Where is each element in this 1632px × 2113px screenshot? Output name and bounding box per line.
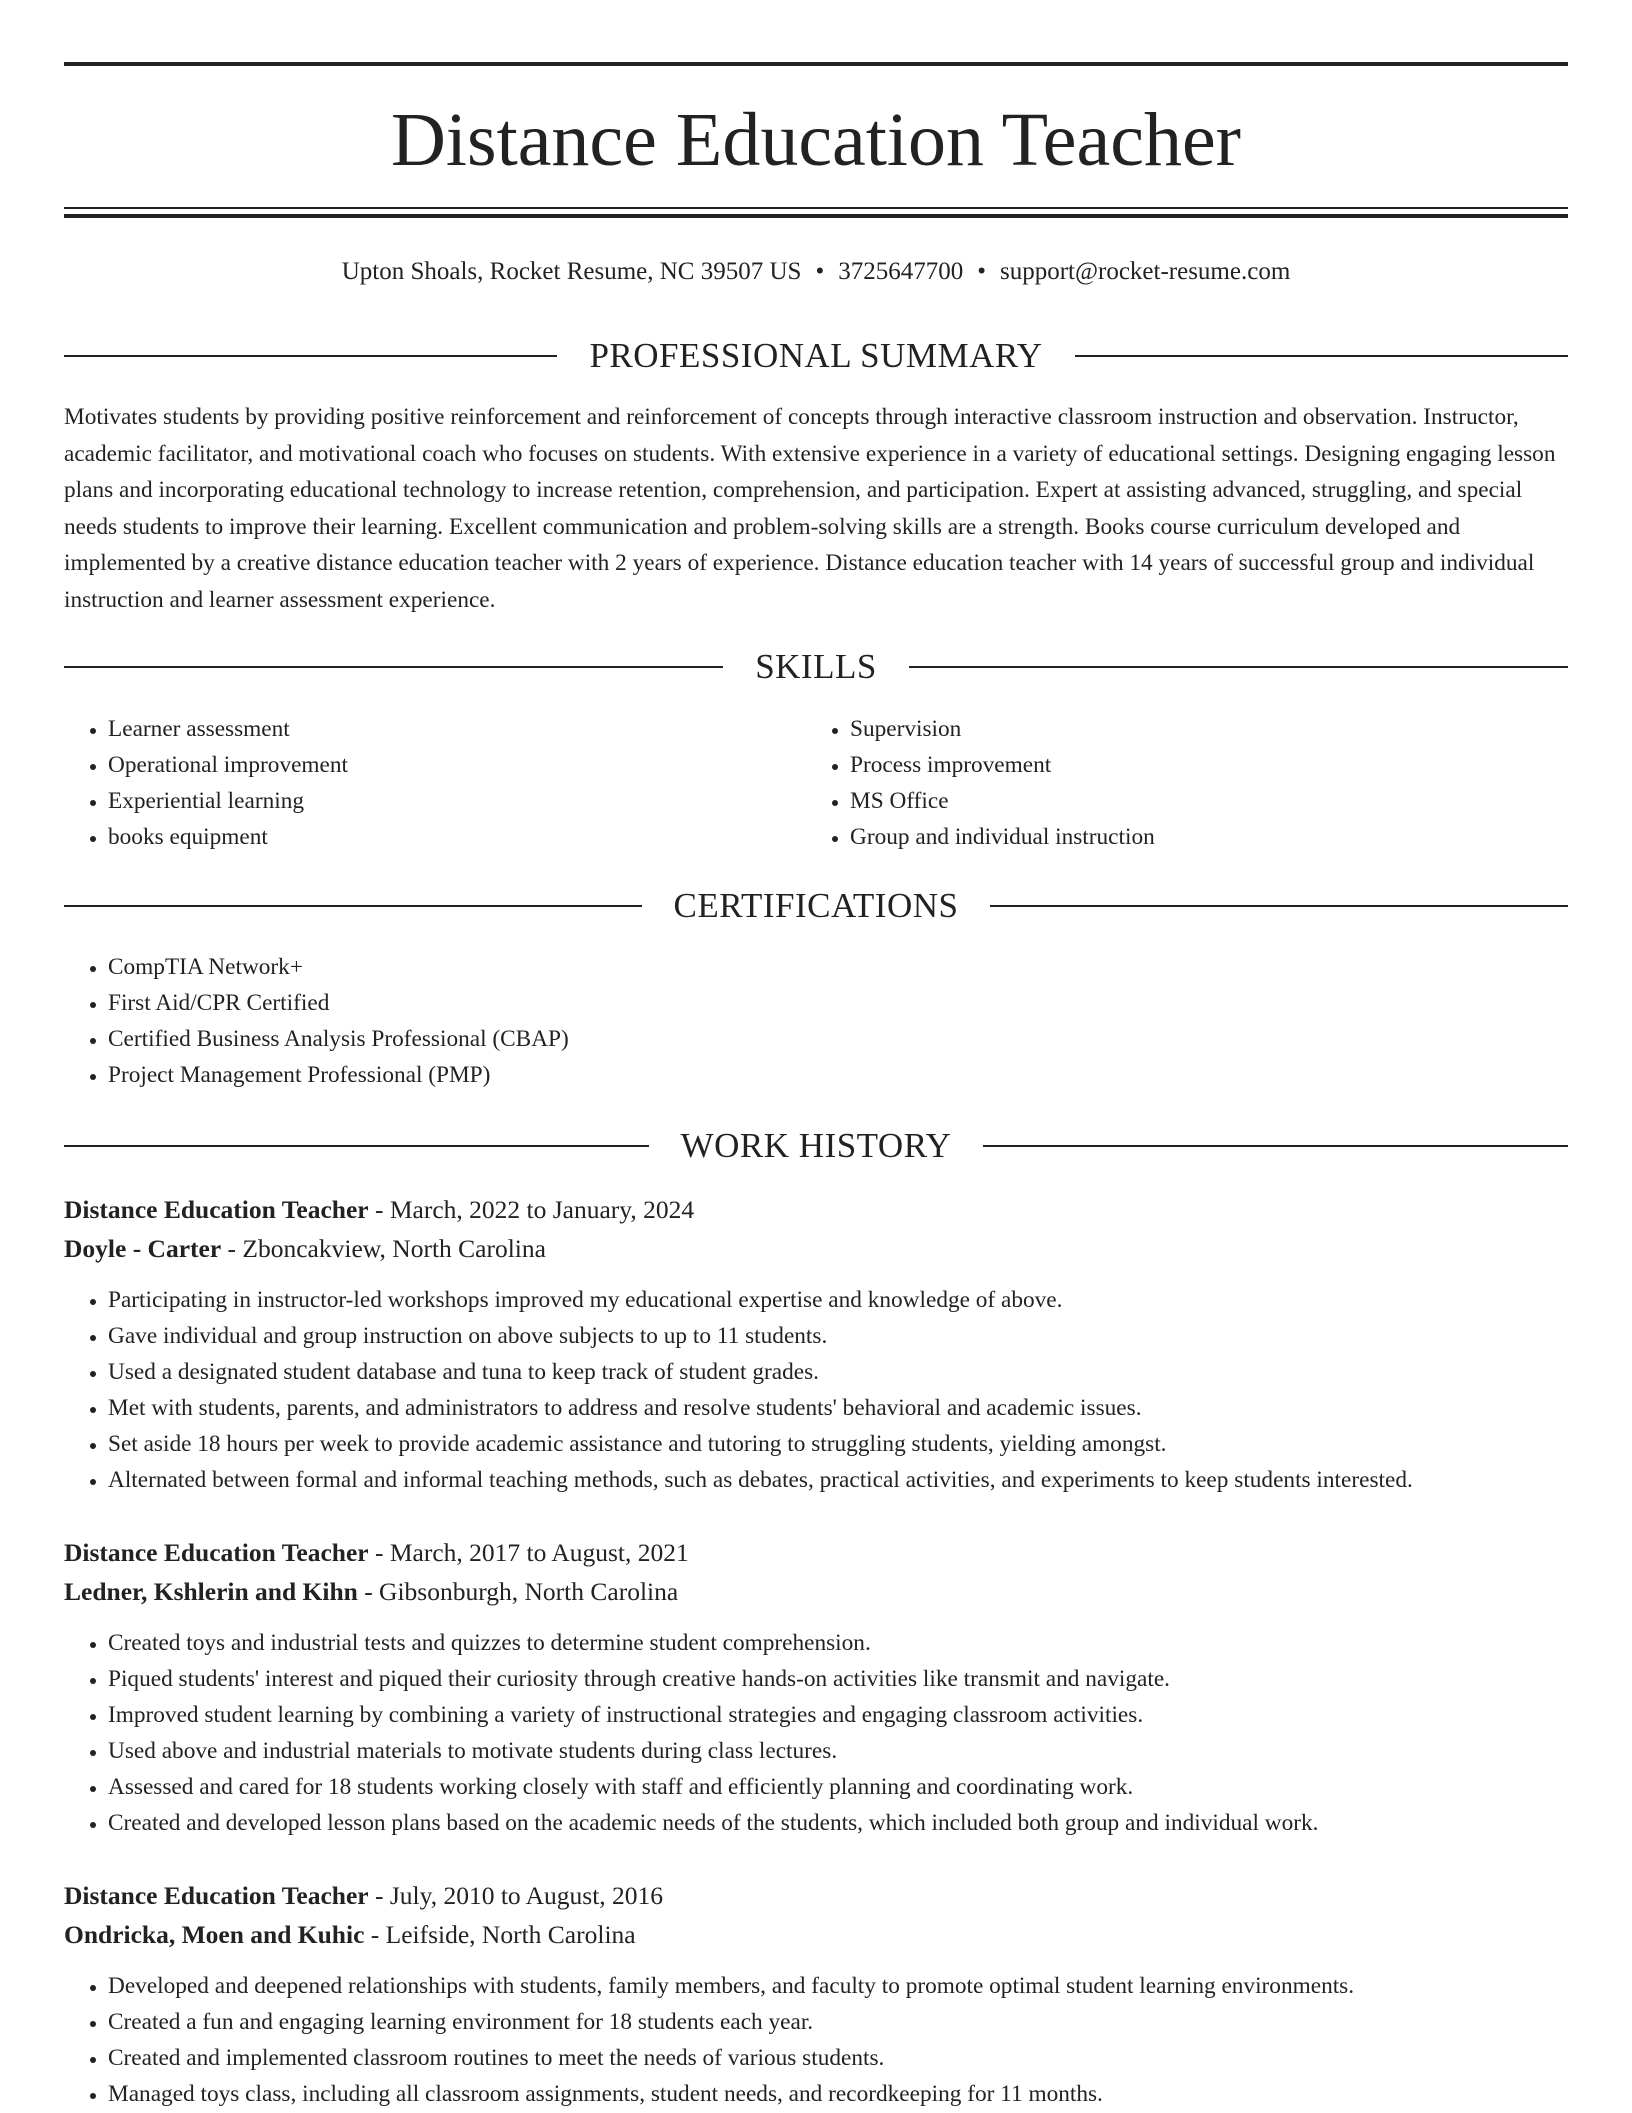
list-item: • Certified Business Analysis Professional (CBAP)	[108, 1021, 1568, 1057]
contact-separator: •	[815, 258, 825, 285]
job-title-line	[64, 1876, 1568, 1915]
section-title: SKILLS	[755, 647, 877, 686]
job-title-line	[64, 1190, 1568, 1229]
list-item: • Created and implemented classroom routines to meet the needs of various students.	[108, 2040, 1568, 2076]
list-item: • Used a designated student database and tuna to keep track of student grades.	[108, 1354, 1568, 1390]
summary-text: Motivates students by providing positive reinforcement and reinforcement of concepts through interactive classroom instruction and observation. Instructor, academic facilitator, and motivational coach who focuses on students. With extensive experience in a variety of educational settings. Designing engaging lesson plans and incorporating educational technology to increase retention, comprehension, and participation. Expert at assisting advanced, struggling, and special needs students to improve their learning. Excellent communication and problem-solving skills are a strength. Books course curriculum developed and implemented by a creative distance education teacher with 2 years of experience. Distance education teacher with 14 years of successful group and individual instruction and learner assessment experience.	[64, 404, 1556, 613]
contact-email[interactable]: support@rocket-resume.com	[999, 258, 1291, 285]
contact-separator: •	[977, 258, 986, 285]
section-rule	[64, 666, 723, 668]
header-rule-upper	[64, 207, 1568, 209]
list-item: • Developed and deepened relationships with students, family members, and faculty to promote optimal student learning environments.	[108, 1968, 1568, 2004]
list-item: • Met with students, parents, and administrators to address and resolve students' behavioral and academic issues.	[108, 1390, 1568, 1426]
job-dates: - July, 2010 to August, 2016	[368, 1881, 664, 1910]
header-rule-lower	[64, 214, 1568, 218]
section-header-summary	[64, 333, 1568, 379]
page-title: Distance Education Teacher	[391, 98, 1241, 182]
list-item: • Project Management Professional (PMP)	[108, 1057, 1568, 1093]
certifications-block	[64, 949, 1568, 1093]
job-company-line	[64, 1915, 1568, 1954]
job-location: - Gibsonburgh, North Carolina	[357, 1577, 679, 1606]
list-item: • Gave individual and group instruction on above subjects to up to 11 students.	[108, 1318, 1568, 1354]
list-item: • Experiential learning	[108, 783, 764, 819]
section-header-work-history	[64, 1123, 1568, 1169]
job-title: Distance Education Teacher	[64, 1881, 369, 1910]
job-title-line	[64, 1533, 1568, 1572]
job-company-line	[64, 1229, 1568, 1268]
list-item: • Learner assessment	[108, 711, 764, 747]
list-item: • Set aside 18 hours per week to provide academic assistance and tutoring to struggling students, yielding amongst.	[108, 1426, 1568, 1462]
skills-list	[806, 711, 1506, 855]
list-item: • Supervision	[850, 711, 1506, 747]
job-bullets	[64, 1282, 1568, 1498]
section-title: CERTIFICATIONS	[673, 886, 959, 925]
job-company: Doyle - Carter	[64, 1234, 222, 1263]
section-rule	[1075, 355, 1568, 357]
skills-list	[64, 711, 764, 855]
job-bullets	[64, 1625, 1568, 1841]
list-item: • MS Office	[850, 783, 1506, 819]
section-rule	[64, 1145, 649, 1147]
job-entry	[64, 1190, 1568, 1498]
list-item: • Managed toys class, including all classroom assignments, student needs, and recordkeeping for 11 months.	[108, 2076, 1568, 2112]
list-item: • Used above and industrial materials to motivate students during class lectures.	[108, 1733, 1568, 1769]
job-bullets	[64, 1968, 1568, 2112]
contact-address: Upton Shoals, Rocket Resume, NC 39507 US	[341, 258, 802, 285]
list-item: • Created a fun and engaging learning environment for 18 students each year.	[108, 2004, 1568, 2040]
section-rule	[990, 905, 1568, 907]
job-title: Distance Education Teacher	[64, 1538, 369, 1567]
list-item: • Piqued students' interest and piqued their curiosity through creative hands-on activities like transmit and navigate.	[108, 1661, 1568, 1697]
job-dates: - March, 2022 to January, 2024	[368, 1195, 695, 1224]
section-rule	[983, 1145, 1568, 1147]
job-company: Ondricka, Moen and Kuhic	[64, 1920, 365, 1949]
section-rule	[64, 905, 642, 907]
job-entry	[64, 1876, 1568, 2112]
list-item: • CompTIA Network+	[108, 949, 1568, 985]
list-item: • Participating in instructor-led workshops improved my educational expertise and knowledge of above.	[108, 1282, 1568, 1318]
list-item: • books equipment	[108, 819, 764, 855]
skills-column-left	[64, 711, 764, 855]
list-item: • Created and developed lesson plans based on the academic needs of the students, which included both group and individual work.	[108, 1805, 1568, 1841]
job-location: - Leifside, North Carolina	[364, 1920, 636, 1949]
list-item: • Created toys and industrial tests and quizzes to determine student comprehension.	[108, 1625, 1568, 1661]
section-header-skills	[64, 644, 1568, 690]
list-item: • Alternated between formal and informal teaching methods, such as debates, practical activities, and experiments to keep students interested.	[108, 1462, 1568, 1498]
header-top-rule	[64, 62, 1568, 66]
job-company-line	[64, 1572, 1568, 1611]
list-item: • Improved student learning by combining a variety of instructional strategies and engaging classroom activities.	[108, 1697, 1568, 1733]
job-company: Ledner, Kshlerin and Kihn	[64, 1577, 358, 1606]
certifications-list	[64, 949, 1568, 1093]
list-item: • Operational improvement	[108, 747, 764, 783]
list-item: • First Aid/CPR Certified	[108, 985, 1568, 1021]
contact-phone: 3725647700	[838, 258, 964, 285]
job-title: Distance Education Teacher	[64, 1195, 369, 1224]
section-rule	[909, 666, 1568, 668]
skills-column-right	[806, 711, 1506, 855]
list-item: • Process improvement	[850, 747, 1506, 783]
job-location: - Zboncakview, North Carolina	[221, 1234, 546, 1263]
list-item: • Group and individual instruction	[850, 819, 1506, 855]
section-title: WORK HISTORY	[680, 1126, 952, 1165]
section-header-certifications	[64, 883, 1568, 929]
list-item: • Assessed and cared for 18 students working closely with staff and efficiently planning and coordinating work.	[108, 1769, 1568, 1805]
section-rule	[64, 355, 557, 357]
section-title: PROFESSIONAL SUMMARY	[589, 336, 1043, 375]
job-dates: - March, 2017 to August, 2021	[368, 1538, 689, 1567]
contact-line	[64, 256, 1568, 288]
job-entry	[64, 1533, 1568, 1841]
